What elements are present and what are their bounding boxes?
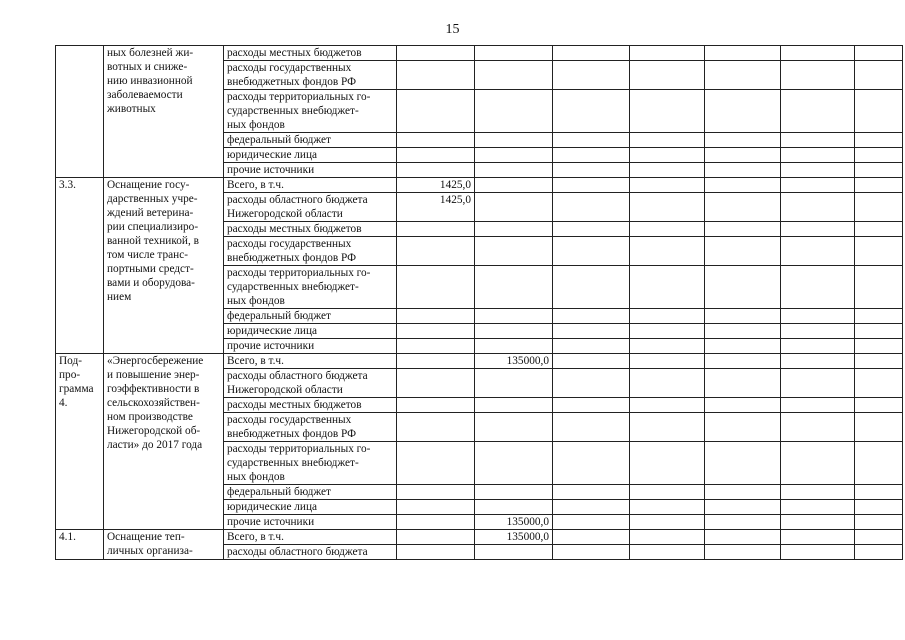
item-name: Нижегородской об-: [107, 425, 201, 437]
amount-cell: [475, 413, 553, 442]
table-row: [56, 46, 903, 61]
amount-cell: [855, 339, 903, 354]
amount-cell: [705, 309, 781, 324]
amount-cell: [630, 354, 705, 369]
amount-cell: [397, 61, 475, 90]
amount-cell: [630, 222, 705, 237]
amount-cell: [397, 354, 475, 369]
amount-cell: [475, 178, 553, 193]
amount-cell: [630, 61, 705, 90]
amount-cell: [553, 178, 630, 193]
item-code: 4.1.: [59, 531, 76, 543]
amount-cell: [630, 398, 705, 413]
amount-cell: [397, 500, 475, 515]
amount-cell: [705, 133, 781, 148]
item-name: Оснащение госу-: [107, 179, 190, 191]
amount-cell: [397, 163, 475, 178]
amount-cell: [855, 90, 903, 133]
amount-cell: [553, 398, 630, 413]
amount-cell: [781, 90, 855, 133]
funding-source-cell: [224, 237, 397, 266]
amount-cell: [705, 500, 781, 515]
amount-cell: [553, 237, 630, 266]
amount-cell: [630, 163, 705, 178]
amount-cell: [855, 46, 903, 61]
amount-cell: [553, 46, 630, 61]
amount-cell: [705, 148, 781, 163]
amount-cell: [705, 178, 781, 193]
item-name: ном производстве: [107, 411, 193, 423]
item-name: рии специализиро-: [107, 221, 199, 233]
funding-source-cell: [224, 266, 397, 309]
amount-cell: [475, 442, 553, 485]
item-name: ласти» до 2017 года: [107, 439, 203, 451]
amount-cell: [781, 266, 855, 309]
item-name: ных болезней жи-: [107, 47, 194, 59]
funding-source-label: внебюджетных фондов РФ: [227, 76, 357, 88]
funding-source-cell: [224, 178, 397, 193]
amount-cell: [475, 324, 553, 339]
funding-source-cell: [224, 163, 397, 178]
amount-cell: [855, 163, 903, 178]
amount-cell: [781, 61, 855, 90]
amount-cell: [630, 90, 705, 133]
item-name: «Энергосбережение: [107, 355, 204, 367]
funding-source-label: прочие источники: [227, 340, 315, 352]
item-code-cell: [56, 354, 104, 530]
amount-cell: [553, 266, 630, 309]
funding-source-label: внебюджетных фондов РФ: [227, 252, 357, 264]
item-name: ждений ветерина-: [107, 207, 194, 219]
amount-cell: [553, 442, 630, 485]
amount-cell: [475, 163, 553, 178]
funding-source-label: федеральный бюджет: [227, 134, 331, 146]
amount-cell: [705, 61, 781, 90]
funding-source-label: юридические лица: [227, 325, 318, 337]
amount-cell: [705, 324, 781, 339]
funding-source-cell: [224, 193, 397, 222]
amount-cell: [781, 354, 855, 369]
funding-source-label: прочие источники: [227, 164, 315, 176]
funding-source-cell: [224, 309, 397, 324]
item-name: Оснащение теп-: [107, 531, 185, 543]
funding-source-label: расходы государственных: [227, 238, 352, 250]
item-code: грамма: [59, 383, 94, 395]
funding-source-cell: [224, 61, 397, 90]
funding-source-label: юридические лица: [227, 149, 318, 161]
funding-source-label: юридические лица: [227, 501, 318, 513]
funding-source-cell: [224, 354, 397, 369]
item-code-cell: [56, 530, 104, 560]
amount-cell: [630, 178, 705, 193]
item-name: нием: [107, 291, 132, 303]
funding-source-label: расходы местных бюджетов: [227, 399, 362, 411]
amount-cell: [630, 237, 705, 266]
amount-cell: [855, 237, 903, 266]
amount-cell: [630, 46, 705, 61]
amount-cell: [855, 369, 903, 398]
funding-source-label: расходы государственных: [227, 414, 352, 426]
item-name-cell: [104, 46, 224, 178]
funding-source-label: расходы местных бюджетов: [227, 223, 362, 235]
table-row: [56, 354, 903, 369]
amount-cell: [630, 133, 705, 148]
amount-cell: [855, 515, 903, 530]
amount-cell: [553, 61, 630, 90]
funding-source-cell: [224, 339, 397, 354]
amount-cell: [855, 413, 903, 442]
amount-cell: [475, 193, 553, 222]
amount-cell: [630, 530, 705, 545]
amount-cell: [781, 413, 855, 442]
amount-cell: [553, 309, 630, 324]
funding-source-label: федеральный бюджет: [227, 486, 331, 498]
amount-cell: [475, 545, 553, 560]
amount-cell: [705, 515, 781, 530]
amount-cell: [630, 266, 705, 309]
amount-cell: [855, 545, 903, 560]
amount-cell: [855, 61, 903, 90]
amount-cell: 1425,0: [397, 193, 475, 222]
amount-cell: [475, 485, 553, 500]
funding-source-label: Нижегородской области: [227, 208, 343, 220]
funding-source-label: Всего, в т.ч.: [227, 179, 284, 191]
funding-source-label: расходы областного бюджета: [227, 370, 368, 382]
amount-cell: [475, 398, 553, 413]
funding-source-label: ных фондов: [227, 471, 285, 483]
amount-cell: [705, 193, 781, 222]
item-name-cell: [104, 354, 224, 530]
amount-cell: [781, 485, 855, 500]
amount-cell: [705, 413, 781, 442]
amount-cell: [553, 163, 630, 178]
item-name: портными средст-: [107, 263, 194, 275]
amount-cell: [781, 545, 855, 560]
item-code: 4.: [59, 397, 68, 409]
amount-cell: [397, 90, 475, 133]
amount-cell: 135000,0: [475, 515, 553, 530]
amount-cell: [781, 163, 855, 178]
amount-cell: [781, 222, 855, 237]
amount-cell: [705, 90, 781, 133]
item-code: Под-: [59, 355, 82, 367]
amount-cell: [553, 413, 630, 442]
item-name: ванной техникой, в: [107, 235, 199, 247]
amount-cell: [855, 148, 903, 163]
amount-cell: [553, 133, 630, 148]
amount-cell: [705, 369, 781, 398]
item-name: том числе транс-: [107, 249, 188, 261]
amount-cell: [781, 309, 855, 324]
amount-cell: [630, 369, 705, 398]
amount-cell: [705, 398, 781, 413]
funding-source-label: внебюджетных фондов РФ: [227, 428, 357, 440]
amount-cell: [553, 485, 630, 500]
budget-table: [55, 45, 903, 560]
amount-cell: [397, 339, 475, 354]
amount-cell: [855, 500, 903, 515]
funding-source-label: ных фондов: [227, 119, 285, 131]
funding-source-cell: [224, 413, 397, 442]
funding-source-label: расходы территориальных го-: [227, 443, 371, 455]
amount-cell: [630, 413, 705, 442]
amount-cell: [397, 398, 475, 413]
amount-cell: [475, 237, 553, 266]
amount-cell: [630, 193, 705, 222]
table-row: [56, 530, 903, 545]
amount-cell: [630, 324, 705, 339]
amount-cell: [475, 90, 553, 133]
amount-cell: [475, 500, 553, 515]
amount-cell: [553, 545, 630, 560]
amount-cell: [553, 339, 630, 354]
amount-cell: [553, 193, 630, 222]
amount-cell: [553, 90, 630, 133]
amount-cell: [475, 61, 553, 90]
amount-cell: [705, 46, 781, 61]
amount-cell: [781, 133, 855, 148]
amount-cell: [855, 133, 903, 148]
funding-source-cell: [224, 545, 397, 560]
amount-cell: [397, 266, 475, 309]
item-name: и повышение энер-: [107, 369, 200, 381]
funding-source-label: Нижегородской области: [227, 384, 343, 396]
item-name-cell: [104, 178, 224, 354]
funding-source-cell: [224, 442, 397, 485]
funding-source-label: расходы областного бюджета: [227, 546, 368, 558]
item-code-cell: [56, 178, 104, 354]
funding-source-cell: [224, 324, 397, 339]
item-name: заболеваемости: [107, 89, 183, 101]
amount-cell: [397, 413, 475, 442]
amount-cell: [855, 193, 903, 222]
amount-cell: [781, 442, 855, 485]
amount-cell: [705, 485, 781, 500]
amount-cell: [553, 500, 630, 515]
amount-cell: [475, 369, 553, 398]
funding-source-cell: [224, 369, 397, 398]
item-name: личных организа-: [107, 545, 193, 557]
amount-cell: [781, 178, 855, 193]
funding-source-cell: [224, 222, 397, 237]
funding-source-label: расходы территориальных го-: [227, 91, 371, 103]
amount-cell: [397, 309, 475, 324]
amount-cell: [475, 339, 553, 354]
amount-cell: [855, 398, 903, 413]
amount-cell: [475, 222, 553, 237]
amount-cell: [781, 530, 855, 545]
amount-cell: [397, 46, 475, 61]
item-name: животных: [107, 103, 156, 115]
funding-source-label: расходы территориальных го-: [227, 267, 371, 279]
funding-source-label: расходы областного бюджета: [227, 194, 368, 206]
amount-cell: [781, 324, 855, 339]
funding-source-label: федеральный бюджет: [227, 310, 331, 322]
amount-cell: 135000,0: [475, 530, 553, 545]
amount-cell: [781, 398, 855, 413]
amount-cell: [855, 266, 903, 309]
funding-source-cell: [224, 148, 397, 163]
funding-source-cell: [224, 46, 397, 61]
amount-cell: [781, 148, 855, 163]
amount-cell: [630, 148, 705, 163]
amount-cell: [475, 46, 553, 61]
funding-source-label: расходы местных бюджетов: [227, 47, 362, 59]
amount-cell: [553, 530, 630, 545]
amount-cell: [553, 222, 630, 237]
amount-cell: [855, 309, 903, 324]
amount-cell: [705, 222, 781, 237]
amount-cell: [630, 545, 705, 560]
amount-cell: [855, 222, 903, 237]
table-row: [56, 178, 903, 193]
amount-cell: [475, 266, 553, 309]
amount-cell: [630, 485, 705, 500]
item-code: 3.3.: [59, 179, 76, 191]
item-name-cell: [104, 530, 224, 560]
amount-cell: [397, 515, 475, 530]
amount-cell: [397, 485, 475, 500]
funding-source-cell: [224, 398, 397, 413]
amount-cell: [705, 545, 781, 560]
item-code-cell: [56, 46, 104, 178]
funding-source-cell: [224, 133, 397, 148]
funding-source-label: Всего, в т.ч.: [227, 355, 284, 367]
item-name: сельскохозяйствен-: [107, 397, 200, 409]
item-name: вотных и сниже-: [107, 61, 188, 73]
amount-cell: [397, 530, 475, 545]
amount-cell: [705, 266, 781, 309]
funding-source-label: сударственных внебюджет-: [227, 105, 359, 117]
amount-cell: [397, 237, 475, 266]
item-name: дарственных учре-: [107, 193, 198, 205]
amount-cell: [855, 354, 903, 369]
amount-cell: [397, 545, 475, 560]
amount-cell: [705, 354, 781, 369]
item-name: нию инвазионной: [107, 75, 193, 87]
funding-source-cell: [224, 515, 397, 530]
item-code: про-: [59, 369, 81, 381]
funding-source-label: прочие источники: [227, 516, 315, 528]
amount-cell: [781, 46, 855, 61]
amount-cell: [397, 369, 475, 398]
funding-source-cell: [224, 500, 397, 515]
amount-cell: [630, 500, 705, 515]
amount-cell: [553, 354, 630, 369]
amount-cell: [781, 515, 855, 530]
item-name: гоэффективности в: [107, 383, 200, 395]
page-number: 15: [445, 22, 460, 37]
item-name: вами и оборудова-: [107, 277, 195, 289]
amount-cell: [781, 339, 855, 354]
funding-source-label: расходы государственных: [227, 62, 352, 74]
amount-cell: [475, 133, 553, 148]
amount-cell: 135000,0: [475, 354, 553, 369]
amount-cell: 1425,0: [397, 178, 475, 193]
amount-cell: [855, 485, 903, 500]
amount-cell: [705, 442, 781, 485]
amount-cell: [781, 369, 855, 398]
funding-source-cell: [224, 485, 397, 500]
amount-cell: [397, 133, 475, 148]
amount-cell: [553, 369, 630, 398]
amount-cell: [705, 339, 781, 354]
amount-cell: [630, 442, 705, 485]
amount-cell: [553, 324, 630, 339]
amount-cell: [855, 530, 903, 545]
amount-cell: [475, 309, 553, 324]
funding-source-label: сударственных внебюджет-: [227, 281, 359, 293]
funding-source-cell: [224, 530, 397, 545]
amount-cell: [630, 515, 705, 530]
funding-source-label: Всего, в т.ч.: [227, 531, 284, 543]
amount-cell: [475, 148, 553, 163]
amount-cell: [397, 148, 475, 163]
amount-cell: [705, 163, 781, 178]
amount-cell: [855, 442, 903, 485]
amount-cell: [630, 339, 705, 354]
funding-source-label: сударственных внебюджет-: [227, 457, 359, 469]
amount-cell: [855, 324, 903, 339]
amount-cell: [553, 515, 630, 530]
amount-cell: [705, 530, 781, 545]
amount-cell: [397, 442, 475, 485]
amount-cell: [397, 222, 475, 237]
funding-source-label: ных фондов: [227, 295, 285, 307]
amount-cell: [705, 237, 781, 266]
amount-cell: [781, 500, 855, 515]
amount-cell: [781, 193, 855, 222]
amount-cell: [397, 324, 475, 339]
amount-cell: [781, 237, 855, 266]
amount-cell: [553, 148, 630, 163]
funding-source-cell: [224, 90, 397, 133]
amount-cell: [855, 178, 903, 193]
amount-cell: [630, 309, 705, 324]
